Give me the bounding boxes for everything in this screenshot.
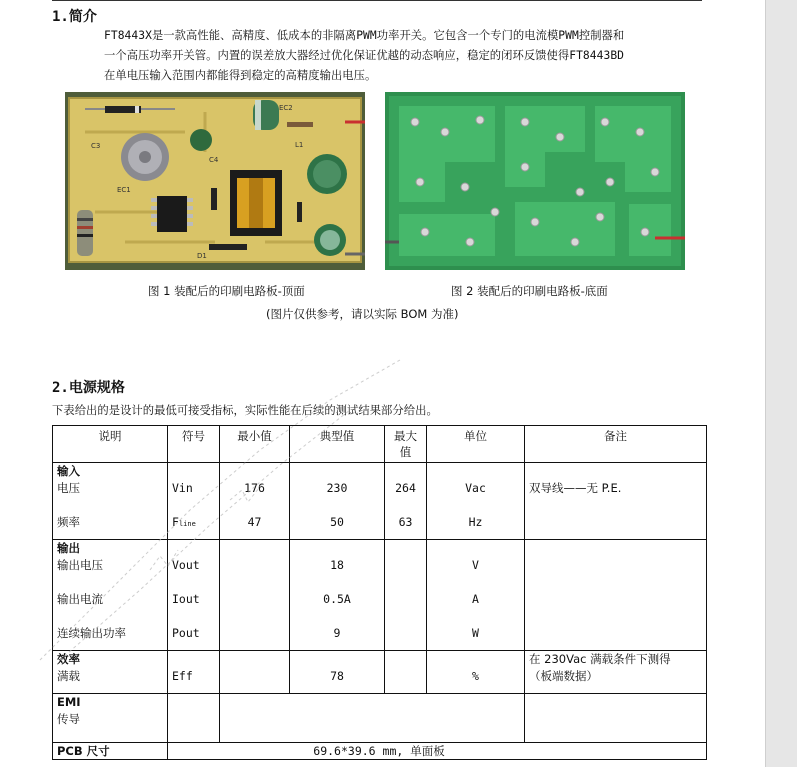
group-title-pcb: PCB 尺寸 [57,744,110,758]
row-desc: 频率 [57,515,80,529]
row-typ: 230 [326,481,348,495]
spec-table [52,425,707,760]
row-desc: 输出电压 [57,558,103,572]
intro-line-2: 一个高压功率开关管。内置的误差放大器经过优化保证优越的动态响应，稳定的闭环反馈使得FT8443BD [104,49,625,62]
header-min: 最小值 [220,426,290,463]
row-symbol: Eff [172,669,193,683]
table-row-pcb [53,743,707,760]
header-typ: 典型值 [290,426,385,463]
figure1-caption: 图 1 装配后的印刷电路板-顶面 [148,284,305,298]
pcb-top-photo [65,92,365,270]
row-unit: Hz [468,515,483,529]
group-title-efficiency: 效率 [57,652,80,666]
header-note: 备注 [525,426,707,463]
group-title-input: 输入 [57,464,80,478]
section-heading-intro: 1.简介 [52,9,97,25]
spec-intro: 下表给出的是设计的最低可接受指标，实际性能在后续的测试结果部分给出。 [52,404,438,417]
table-row-input [53,463,707,540]
row-min: 176 [244,481,265,495]
row-unit: A [472,592,479,606]
header-symbol: 符号 [168,426,220,463]
silk-c4: C4 [209,156,219,164]
page-gutter [766,0,797,767]
row-symbol: Vin [172,481,193,495]
intro-line-3: 在单电压输入范围内都能得到稳定的高精度输出电压。 [104,69,377,82]
row-max: 63 [398,515,413,529]
table-header-row [53,426,707,463]
table-row-emi [53,694,707,743]
silk-d1: D1 [197,252,207,260]
header-desc: 说明 [53,426,168,463]
intro-paragraph [104,26,704,86]
row-typ: 9 [333,626,341,640]
row-typ: 78 [330,669,344,683]
intro-line-1: FT8443X是一款高性能、高精度、低成本的非隔离PWM功率开关。它包含一个专门的电流模PWM控制器和 [104,29,625,42]
table-row-output [53,540,707,651]
row-typ: 0.5A [323,592,351,606]
silk-ec2: EC2 [279,104,293,112]
row-unit: V [472,558,479,572]
group-title-output: 输出 [57,541,80,555]
row-symbol: Vout [172,558,200,572]
row-note-line: （板端数据） [529,669,598,683]
row-desc: 传导 [57,712,80,726]
header-unit: 单位 [427,426,525,463]
row-desc: 电压 [57,481,80,495]
row-unit: % [472,669,479,683]
group-title-emi: EMI [57,695,81,709]
row-min: 47 [247,515,262,529]
header-max: 最大值 [385,426,427,463]
row-desc: 满载 [57,669,80,683]
row-desc: 连续输出功率 [57,626,126,640]
pcb-size-value: 69.6*39.6 mm, 单面板 [313,744,445,758]
section-heading-spec: 2.电源规格 [52,380,125,396]
figure2-caption: 图 2 装配后的印刷电路板-底面 [451,284,608,298]
row-typ: 18 [330,558,344,572]
row-note: 双导线——无 P.E. [529,481,622,495]
row-symbol: Pout [172,626,200,640]
row-symbol: Iout [172,592,200,606]
figure-note: (图片仅供参考，请以实际 BOM 为准) [266,307,459,321]
pcb-bottom-photo [385,92,685,270]
silk-ec1: EC1 [117,186,131,194]
row-unit: W [472,626,479,640]
page-edge [765,0,766,767]
table-row-efficiency [53,651,707,694]
row-typ: 50 [330,515,344,529]
silk-c3: C3 [91,142,101,150]
row-max: 264 [395,481,416,495]
silk-l1: L1 [295,141,304,149]
row-note-line: 在 230Vac 满载条件下测得 [529,652,671,666]
row-symbol: Fline [172,515,196,529]
row-unit: Vac [465,481,486,495]
row-desc: 输出电流 [57,592,103,606]
top-rule [52,0,702,1]
